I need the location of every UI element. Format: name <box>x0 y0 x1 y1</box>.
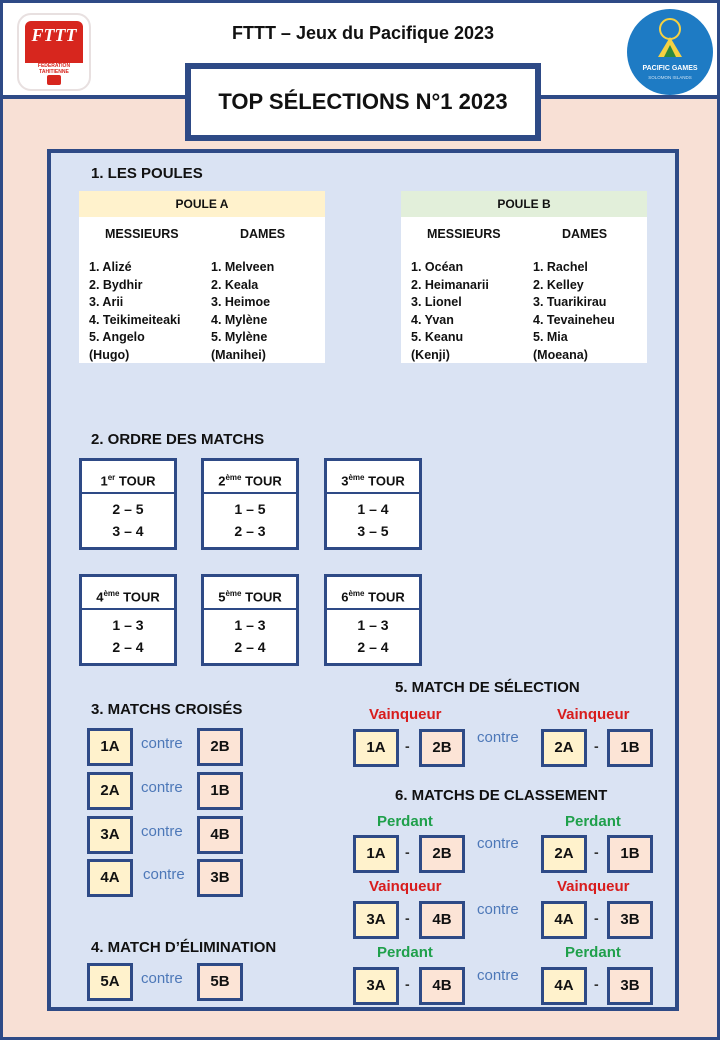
tour-5-sup: ème <box>225 589 242 598</box>
poule-a-dames-2: 2. Keala <box>211 277 259 292</box>
classement-2-left-a: 3A <box>353 901 399 939</box>
poule-b-dames-2: 2. Kelley <box>533 277 584 292</box>
tour-6-label: TOUR <box>368 589 405 605</box>
classement-2-right-a: 4A <box>541 901 587 939</box>
poule-a-messieurs-5: 5. Angelo <box>89 330 145 345</box>
poule-b-header: POULE B <box>401 191 647 217</box>
tour-4-label: TOUR <box>123 589 160 605</box>
poule-b-messieurs-4: 4. Yvan <box>411 312 454 327</box>
classement-2-left-label: Vainqueur <box>369 878 442 895</box>
croise-2-right: 1B <box>197 772 243 810</box>
poule-a-messieurs-4: 4. Teikimeiteaki <box>89 312 181 327</box>
tour-5-label: TOUR <box>245 589 282 605</box>
classement-1-right-dash: - <box>594 844 599 860</box>
poule-b-messieurs-5: 5. Keanu <box>411 330 464 345</box>
classement-1-right-b: 1B <box>607 835 653 873</box>
selection-right-b: 1B <box>607 729 653 767</box>
poule-a-messieurs-1: 1. Alizé <box>89 260 132 274</box>
elimination-left: 5A <box>87 963 133 1001</box>
poule-b-dames-4: 4. Tevaineheu <box>533 312 615 327</box>
classement-3-left-b: 4B <box>419 967 465 1005</box>
section-classement-title: 6. MATCHS DE CLASSEMENT <box>395 787 608 804</box>
logo-sub-text: FÉDÉRATION TAHITIENNE <box>37 63 71 75</box>
tour-3-match-2: 3 – 5 <box>357 523 389 539</box>
poule-a-dames-5: 5. Mylène <box>211 330 268 345</box>
tour-4 <box>79 574 177 666</box>
poule-b-dames-1: 1. Rachel <box>533 260 588 274</box>
croise-2-left: 2A <box>87 772 133 810</box>
classement-3-contre: contre <box>477 967 519 984</box>
section-ordre-title: 2. ORDRE DES MATCHS <box>91 431 265 448</box>
classement-2-left-dash: - <box>405 910 410 926</box>
tour-5-num: 5 <box>218 589 226 605</box>
poule-a-messieurs-3: 3. Arii <box>89 295 124 310</box>
poule-a <box>79 191 325 363</box>
tour-2-match-1: 1 – 5 <box>234 501 266 517</box>
tour-3-sup: ème <box>348 473 365 482</box>
croise-3-left: 3A <box>87 816 133 854</box>
section-poules-title: 1. LES POULES <box>91 165 203 182</box>
selection-right-label: Vainqueur <box>557 706 630 723</box>
tour-1-sup: er <box>107 473 116 482</box>
poule-b-dames-label: DAMES <box>562 227 608 241</box>
poule-a-dames-1: 1. Melveen <box>211 260 275 274</box>
section-elimination-title: 4. MATCH D’ÉLIMINATION <box>91 939 277 956</box>
tour-5 <box>201 574 299 666</box>
croise-1-contre: contre <box>141 735 183 752</box>
classement-1-contre: contre <box>477 835 519 852</box>
poule-b-dames-5-alt: (Moeana) <box>533 347 588 362</box>
tour-1-num: 1 <box>100 473 108 489</box>
classement-3-right-a: 4A <box>541 967 587 1005</box>
selection-left-a: 1A <box>353 729 399 767</box>
logo-right-line2: SOLOMON ISLANDS <box>648 75 692 80</box>
tour-6-match-1: 1 – 3 <box>357 617 389 633</box>
logo-right-line1: PACIFIC GAMES <box>642 65 698 72</box>
tour-2-sup: ème <box>225 473 242 482</box>
tour-1-match-2: 3 – 4 <box>112 523 144 539</box>
poule-b <box>401 191 647 363</box>
croise-1-right: 2B <box>197 728 243 766</box>
poule-a-dames-4: 4. Mylène <box>211 312 268 327</box>
poule-a-messieurs-label: MESSIEURS <box>105 227 179 241</box>
tour-4-match-1: 1 – 3 <box>112 617 144 633</box>
tour-3-label: TOUR <box>368 473 405 489</box>
tour-4-match-2: 2 – 4 <box>112 639 144 655</box>
section-selection-title: 5. MATCH DE SÉLECTION <box>395 679 580 696</box>
poule-b-messieurs-1: 1. Océan <box>411 260 464 274</box>
poule-b-dames-3: 3. Tuarikirau <box>533 295 607 310</box>
classement-1-right-a: 2A <box>541 835 587 873</box>
classement-1-left-label: Perdant <box>377 813 433 830</box>
poule-b-messieurs-label: MESSIEURS <box>427 227 501 241</box>
poule-a-dames-label: DAMES <box>240 227 286 241</box>
content-panel <box>47 149 679 1011</box>
croise-3-right: 4B <box>197 816 243 854</box>
poule-a-dames-5-alt: (Manihei) <box>211 347 266 362</box>
classement-1-left-a: 1A <box>353 835 399 873</box>
selection-right-a: 2A <box>541 729 587 767</box>
croise-1-left: 1A <box>87 728 133 766</box>
selection-contre: contre <box>477 729 519 746</box>
classement-2-right-dash: - <box>594 910 599 926</box>
tour-5-match-1: 1 – 3 <box>234 617 266 633</box>
tour-2 <box>201 458 299 550</box>
tour-4-num: 4 <box>96 589 104 605</box>
croise-3-contre: contre <box>141 823 183 840</box>
tour-3 <box>324 458 422 550</box>
tour-6-num: 6 <box>341 589 349 605</box>
tour-3-match-1: 1 – 4 <box>357 501 389 517</box>
pacific-games-logo <box>627 9 713 95</box>
classement-2-left-b: 4B <box>419 901 465 939</box>
poule-b-messieurs-2: 2. Heimanarii <box>411 277 489 292</box>
main-title: TOP SÉLECTIONS N°1 2023 <box>185 63 541 141</box>
tour-1-label: TOUR <box>118 473 156 489</box>
tour-1 <box>79 458 177 550</box>
classement-3-left-a: 3A <box>353 967 399 1005</box>
croise-4-contre: contre <box>143 866 185 883</box>
selection-left-b: 2B <box>419 729 465 767</box>
poule-b-dames-5: 5. Mia <box>533 330 568 345</box>
tour-2-label: TOUR <box>245 473 282 489</box>
elimination-right: 5B <box>197 963 243 1001</box>
tour-6-sup: ème <box>348 589 365 598</box>
classement-1-left-dash: - <box>405 844 410 860</box>
selection-right-dash: - <box>594 738 599 754</box>
selection-left-label: Vainqueur <box>369 706 442 723</box>
pacific-games-emblem-icon <box>650 17 690 61</box>
classement-2-right-label: Vainqueur <box>557 878 630 895</box>
tour-1-match-1: 2 – 5 <box>112 501 144 517</box>
fttt-logo <box>17 13 91 91</box>
classement-3-right-label: Perdant <box>565 944 621 961</box>
section-croises-title: 3. MATCHS CROISÉS <box>91 701 243 718</box>
poule-a-messieurs-2: 2. Bydhir <box>89 277 143 292</box>
tour-6-match-2: 2 – 4 <box>357 639 389 655</box>
classement-3-left-label: Perdant <box>377 944 433 961</box>
tour-5-match-2: 2 – 4 <box>234 639 266 655</box>
classement-1-right-label: Perdant <box>565 813 621 830</box>
header-title: FTTT – Jeux du Pacifique 2023 <box>231 23 495 43</box>
classement-3-left-dash: - <box>405 976 410 992</box>
classement-1-left-b: 2B <box>419 835 465 873</box>
classement-3-right-dash: - <box>594 976 599 992</box>
croise-2-contre: contre <box>141 779 183 796</box>
poule-a-header: POULE A <box>79 191 325 217</box>
croise-4-left: 4A <box>87 859 133 897</box>
tour-4-sup: ème <box>103 589 120 598</box>
poule-b-messieurs-5-alt: (Kenji) <box>411 347 450 362</box>
tour-6 <box>324 574 422 666</box>
poule-a-dames-3: 3. Heimoe <box>211 295 271 310</box>
poule-b-messieurs-3: 3. Lionel <box>411 295 462 310</box>
classement-2-right-b: 3B <box>607 901 653 939</box>
tour-2-num: 2 <box>218 473 226 489</box>
elimination-contre: contre <box>141 970 183 987</box>
croise-4-right: 3B <box>197 859 243 897</box>
poule-a-messieurs-5-alt: (Hugo) <box>89 347 130 362</box>
logo-mark-text: FTTT <box>31 25 77 45</box>
classement-2-contre: contre <box>477 901 519 918</box>
selection-left-dash: - <box>405 738 410 754</box>
classement-3-right-b: 3B <box>607 967 653 1005</box>
tour-2-match-2: 2 – 3 <box>234 523 266 539</box>
tour-3-num: 3 <box>341 473 349 489</box>
